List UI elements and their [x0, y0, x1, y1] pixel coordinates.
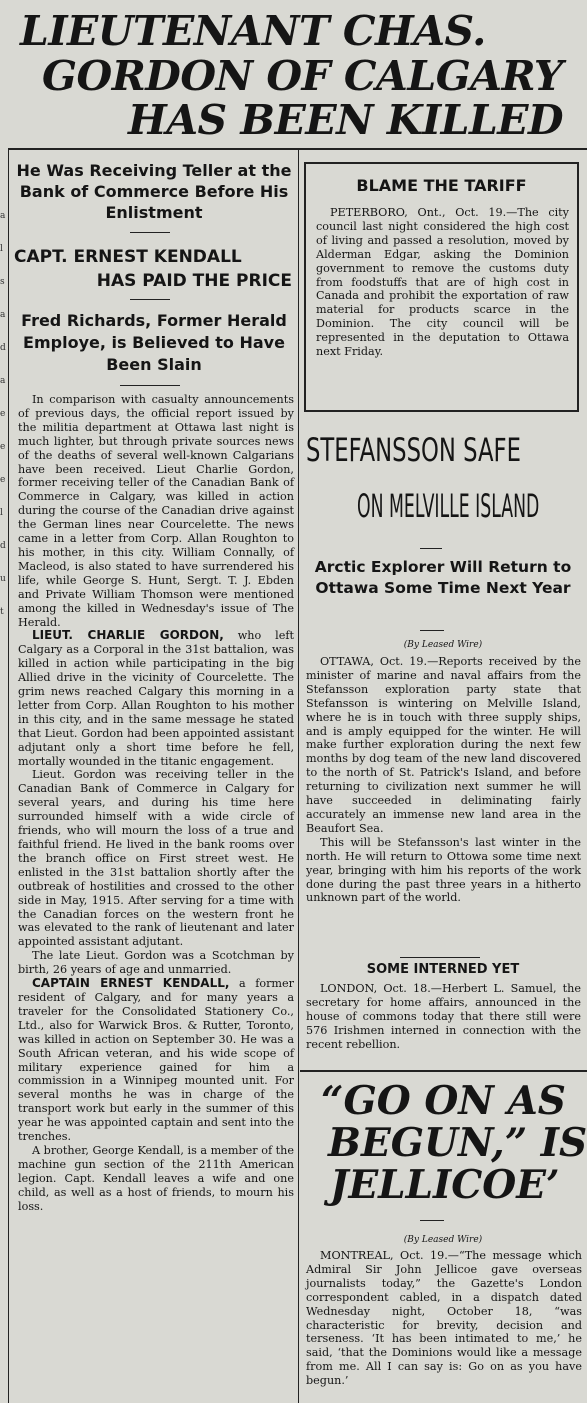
deck-divider — [420, 1220, 444, 1221]
margin-fragment: d — [0, 541, 6, 551]
margin-fragment: a — [0, 211, 6, 221]
jellicoe-headline-1: “GO ON AS — [321, 1078, 566, 1124]
gordon-para-1: In comparison with casualty announcements of previous days, the official report issued by the militia department at Ottawa last night is much lighter, but through private sources news of the deaths of several well-known Calgarians have been received. Lieut Charlie Gordon, former receiving teller of the Canadian Bank of Commerce in Calgary, was killed in action during the course of the Canadian drive against the German lines near Courcelette. The news came in a letter from Corp. Allan Roughton to his mother, in this city. William Connally, of Macleod, is also stated to have surrendered his life, while George S. Hunt, Sergt. T. J. Ebden and Private William Thomson were mentioned among the killed in Wednesday's issue of The Herald. — [18, 393, 294, 629]
interned-para: LONDON, Oct. 18.—Herbert L. Samuel, the secretary for home affairs, announced in the house of commons today that there still were 576 Irishmen interned in connection with the recent rebellion. — [306, 982, 581, 1051]
stefansson-para-1: OTTAWA, Oct. 19.—Reports received by the minister of marine and naval affairs from the Stefansson exploration party state that Stefansson is wintering on Melville Island, where he is in touch with three supply ships, and is amply equipped for the winter. He will make further exploration during the next few months by dog team of the new land discovered to the north of St. Patrick's Island, and before returning to civilization next summer he will have succeeded in deliminating fairly accurately an immense new land area in the Beaufort Sea. — [306, 655, 581, 835]
gordon-story-body — [18, 393, 294, 1213]
deck-divider — [420, 630, 444, 631]
section-divider — [400, 957, 480, 958]
deck-divider — [120, 385, 180, 386]
gordon-para-3: Lieut. Gordon was receiving teller in the Canadian Bank of Commerce in Calgary for several years, and during his time here surrounded himself with a wide circle of friends, who will mourn the loss of a true and faithful friend. He lived in the bank rooms over the branch office on First street west. He enlisted in the 31st battalion shortly after the outbreak of hostilities and crossed to the other side in May, 1915. After serving for a time with the Canadian forces on the western front he was elevated to the rank of lieutenant and later appointed assistant adjutant. — [18, 768, 294, 949]
margin-fragment: e — [0, 442, 6, 452]
left-column-rule — [8, 150, 9, 1403]
jellicoe-headline-3: JELLICOE’ — [330, 1164, 560, 1206]
interned-headline: SOME INTERNED YET — [366, 962, 520, 977]
gordon-deck-2-line-1: CAPT. ERNEST KENDALL — [14, 247, 242, 267]
margin-fragment: s — [0, 277, 5, 287]
margin-fragment: l — [0, 508, 3, 518]
gordon-para-5-text: a former resident of Calgary, and for many years a traveler for the Consolidated Stationery Co., Ltd., also for Warwick Bros. & Rutter, Toronto, was killed in action on September 30. He was a South African veteran, and his wide scope of military experience gained for him a commission in a Winnipeg mounted unit. For several months he was in charge of the transport work but early in the summer of this year he was appointed captain and sent into the trenches. — [18, 977, 294, 1144]
margin-fragment: d — [0, 343, 6, 353]
interned-body — [306, 982, 581, 1052]
gordon-para-2 — [18, 629, 294, 768]
gordon-deck-1: He Was Receiving Teller at the Bank of Commerce Before His Enlistment — [16, 161, 292, 222]
stefansson-byline: (By Leased Wire) — [403, 640, 483, 650]
gordon-para-2-lead: LIEUT. CHARLIE GORDON, — [32, 628, 224, 643]
margin-fragment: a — [0, 376, 6, 386]
gordon-para-5 — [18, 977, 294, 1144]
deck-divider — [420, 548, 442, 549]
gordon-para-5-lead: CAPTAIN ERNEST KENDALL, — [32, 976, 230, 991]
tariff-headline: BLAME THE TARIFF — [356, 176, 527, 195]
gordon-para-6: A brother, George Kendall, is a member of the machine gun section of the 211th American legion. Capt. Kendall leaves a wife and one child, as well as a host of friends, to mourn his loss. — [18, 1143, 294, 1213]
section-divider — [300, 1070, 587, 1072]
margin-fragment: l — [0, 244, 3, 254]
gordon-para-2-text: who left Calgary as a Corporal in the 31st battalion, was killed in action while participating in the big Allied drive in the vicinity of Courcelette. The grim news reached Calgary this morning in a letter from Corp. Allan Roughton to his mother in this city, and in the same message he stated that Lieut. Gordon had been appointed assistant adjutant only a short time before he fell, mortally wounded in the titanic engagement. — [18, 629, 294, 768]
banner-line-2: GORDON OF CALGARY — [42, 52, 563, 100]
stefansson-para-2: This will be Stefansson's last winter in the north. He will return to Ottowa some time next year, bringing with him his reports of the work done during the past three years in a hitherto unknown part of the world. — [306, 835, 581, 905]
margin-fragment: u — [0, 574, 6, 584]
margin-fragments — [0, 200, 8, 900]
jellicoe-body — [306, 1249, 582, 1388]
margin-fragment: e — [0, 409, 6, 419]
stefansson-body — [306, 655, 581, 905]
gordon-deck-3: Fred Richards, Former Herald Employe, is Believed to Have Been Slain — [21, 311, 287, 374]
deck-divider — [130, 299, 170, 300]
jellicoe-byline: (By Leased Wire) — [403, 1235, 483, 1245]
gordon-para-4: The late Lieut. Gordon was a Scotchman by birth, 26 years of age and unmarried. — [18, 949, 294, 977]
banner-line-3: HAS BEEN KILLED — [128, 96, 564, 144]
margin-fragment: t — [0, 607, 4, 617]
tariff-para: PETERBORO, Ont., Oct. 19.—The city council last night considered the high cost of living and passed a resolution, moved by Alderman Edgar, asking the Dominion government to remove the customs duty from foodstuffs that are of high cost in Canada and prohibit the exportation of raw material for products scarce in the Dominion. The city council will be represented in the deputation to Ottawa next Friday. — [316, 206, 569, 359]
jellicoe-headline-2: BEGUN,” IS — [328, 1122, 587, 1164]
stefansson-headline-2: ON MELVILLE ISLAND — [357, 487, 540, 525]
stefansson-headline-1: STEFANSSON SAFE — [306, 431, 521, 469]
banner-line-1: LIEUTENANT CHAS. — [20, 7, 486, 55]
margin-fragment: a — [0, 310, 6, 320]
deck-divider — [130, 232, 170, 233]
gordon-deck-2-line-2: HAS PAID THE PRICE — [96, 271, 292, 291]
jellicoe-para: MONTREAL, Oct. 19.—“The message which Admiral Sir John Jellicoe gave overseas journalists today,” the Gazette's London correspondent cabled, in a dispatch dated Wednesday night, October 18, “was characteristic for brevity, decision and terseness. ‘It has been intimated to me,’ he said, ‘that the Dominions would like a message from me. All I can say is: Go on as you have begun.’ — [306, 1249, 582, 1388]
tariff-box — [304, 162, 579, 412]
column-divider — [298, 150, 299, 1403]
stefansson-deck: Arctic Explorer Will Return to Ottawa Some Time Next Year — [314, 558, 572, 597]
tariff-text — [316, 206, 569, 359]
margin-fragment: e — [0, 475, 6, 485]
